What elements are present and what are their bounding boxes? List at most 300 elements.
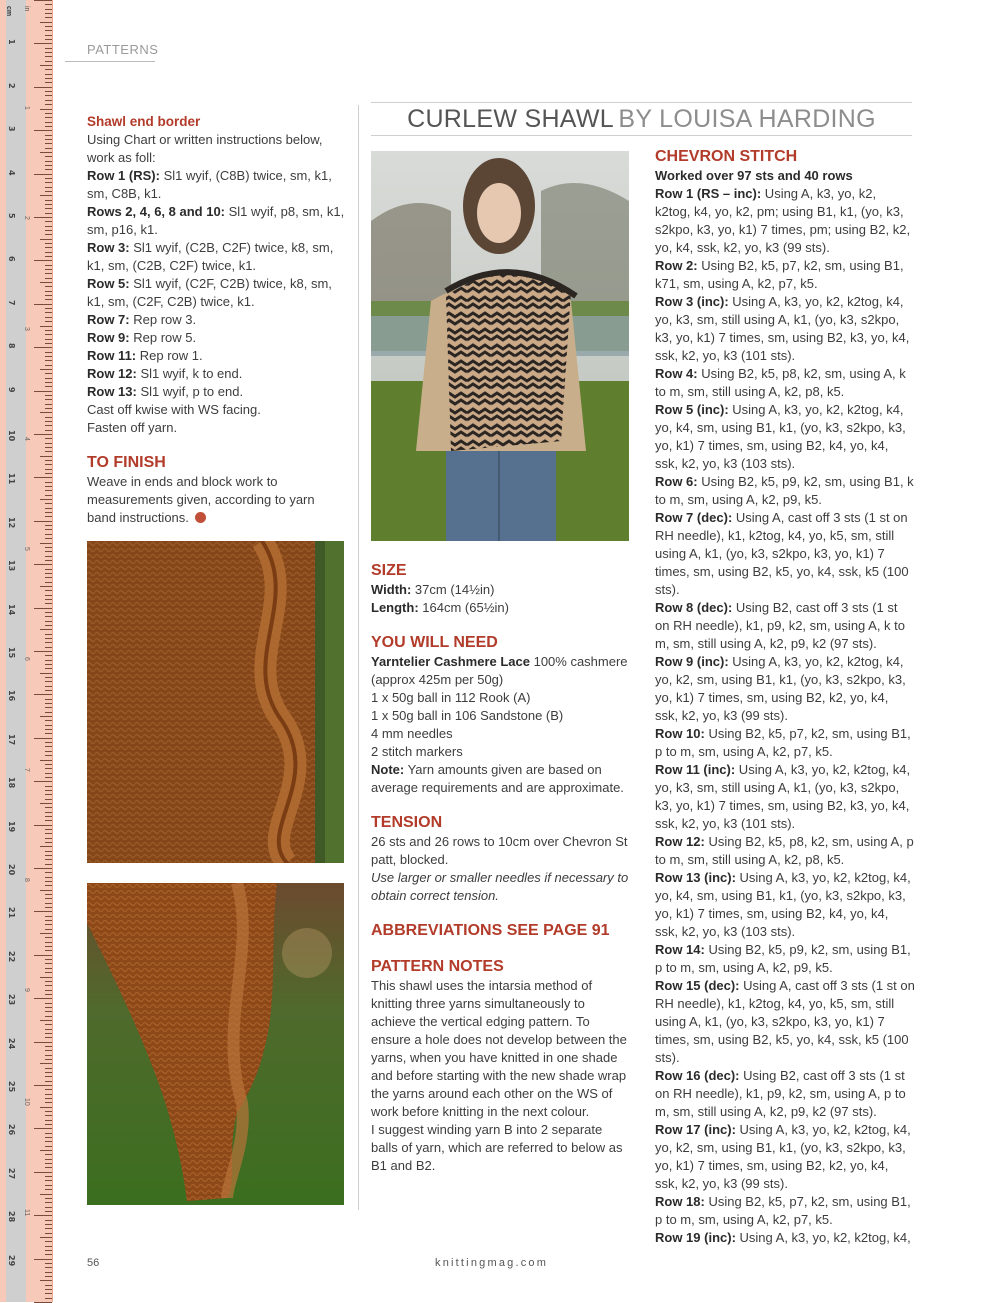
ruler-tick bbox=[45, 1159, 52, 1160]
ruler-tick bbox=[45, 447, 52, 448]
yarn-a: 1 x 50g ball in 112 Rook (A) bbox=[371, 690, 531, 705]
ruler-tick bbox=[45, 551, 52, 552]
ruler-tick bbox=[45, 508, 52, 509]
ruler-cm-label: 23 bbox=[7, 994, 16, 1006]
ruler-tick bbox=[45, 1241, 52, 1242]
shawl-end-image bbox=[87, 883, 344, 1205]
ruler-tick bbox=[45, 599, 52, 600]
chevron-subheading: Worked over 97 sts and 40 rows bbox=[655, 168, 853, 183]
ruler-tick bbox=[45, 425, 52, 426]
ruler-tick bbox=[45, 178, 52, 179]
ruler-tick bbox=[45, 104, 52, 105]
ruler-tick bbox=[45, 165, 52, 166]
ruler-tick bbox=[45, 30, 52, 31]
ruler-tick bbox=[45, 1059, 52, 1060]
ruler-tick bbox=[45, 963, 52, 964]
pattern-title bbox=[371, 102, 912, 136]
ruler-tick bbox=[45, 343, 52, 344]
row-text: Using B2, k5, p8, k2, sm, using A, p to m, sm, still using A, k2, p8, k5. bbox=[655, 834, 914, 867]
border-heading: Shawl end border bbox=[87, 114, 201, 129]
ruler-tick bbox=[45, 799, 52, 800]
instruction-row bbox=[87, 167, 345, 203]
ruler-tick bbox=[45, 703, 52, 704]
ruler-tick bbox=[45, 612, 52, 613]
ruler-tick bbox=[45, 898, 52, 899]
ruler-tick bbox=[45, 378, 52, 379]
ruler-tick bbox=[45, 1233, 52, 1234]
site-url: knittingmag.com bbox=[435, 1257, 549, 1269]
ruler-inch-label: 9 bbox=[23, 988, 30, 993]
ruler-tick bbox=[45, 78, 52, 79]
ruler-tick bbox=[45, 135, 52, 136]
row-text: Using A, k3, yo, k2, k2tog, k4, yo, k3, sm, still using A, k1, (yo, k3, s2kpo, k3, yo, k1) 7 times, sm, using B2, k3, yo, k4, ssk, k2, yo, k3 (101 sts). bbox=[655, 294, 910, 363]
yarn-name: Yarntelier Cashmere Lace bbox=[371, 654, 530, 669]
row-text: Using A, cast off 3 sts (1 st on RH needle), k1, k2tog, k4, yo, k5, sm, still using A, k1, (yo, k3, s2kpo, k3, yo, k1) 7 times, sm, using B2, k5, yo, k4, ssk, k5 (100 sts). bbox=[655, 978, 915, 1065]
width-label: Width: bbox=[371, 582, 412, 597]
ruler-tick bbox=[45, 330, 52, 331]
pattern-notes-heading: PATTERN NOTES bbox=[371, 958, 504, 975]
ruler-tick bbox=[45, 74, 52, 75]
row-label: Row 7: bbox=[87, 312, 130, 327]
length-value: 164cm (65½in) bbox=[418, 600, 509, 615]
chevron-rows bbox=[655, 185, 915, 1247]
ruler-tick bbox=[40, 1194, 52, 1195]
ruler-tick bbox=[45, 1224, 52, 1225]
ruler-tick bbox=[45, 230, 52, 231]
ruler-tick bbox=[45, 247, 52, 248]
ruler-tick bbox=[45, 1189, 52, 1190]
border-rows bbox=[87, 167, 345, 401]
ruler-tick bbox=[45, 794, 52, 795]
row-text: Rep row 3. bbox=[129, 312, 197, 327]
ruler-tick bbox=[45, 490, 52, 491]
instruction-row bbox=[655, 401, 915, 473]
instruction-row bbox=[655, 257, 915, 293]
yarn-ball-icon bbox=[195, 512, 206, 523]
instruction-row bbox=[655, 1229, 915, 1247]
yarn-detail: 100% cashmere (approx 425m per 50g) bbox=[371, 654, 628, 687]
ruler-tick bbox=[45, 907, 52, 908]
ruler-tick bbox=[45, 1154, 52, 1155]
ruler-tick bbox=[45, 681, 52, 682]
row-text: Rep row 5. bbox=[129, 330, 197, 345]
ruler-tick bbox=[45, 486, 52, 487]
ruler-tick bbox=[45, 820, 52, 821]
ruler-tick bbox=[34, 651, 52, 652]
row-label: Row 18: bbox=[655, 1194, 705, 1209]
ruler-tick bbox=[45, 373, 52, 374]
instruction-row bbox=[655, 1067, 915, 1121]
ruler-tick bbox=[40, 239, 52, 240]
ruler-tick bbox=[45, 768, 52, 769]
ruler-tick bbox=[34, 1259, 52, 1260]
ruler-cm-label: 29 bbox=[7, 1254, 16, 1266]
ruler-tick bbox=[45, 1029, 52, 1030]
ruler-cm-label: 11 bbox=[7, 473, 16, 485]
ruler-tick bbox=[34, 477, 52, 478]
ruler-tick bbox=[45, 582, 52, 583]
ruler-tick bbox=[45, 972, 52, 973]
ruler-tick bbox=[45, 1011, 52, 1012]
row-label: Row 11 (inc): bbox=[655, 762, 736, 777]
row-text: Using A, k3, yo, k2, k2tog, k4, yo, k4, sm, using B1, k1, (yo, k3, s2kpo, k3, yo, k1) 7 times, sm, using B2, k4, yo, k4, ssk, k2, yo, k3 (103 sts). bbox=[655, 870, 911, 939]
ruler-tick bbox=[40, 22, 52, 23]
row-label: Row 5 (inc): bbox=[655, 402, 729, 417]
row-label: Row 13: bbox=[87, 384, 137, 399]
row-label: Row 7 (dec): bbox=[655, 510, 733, 525]
ruler-inch-label: 11 bbox=[23, 1208, 30, 1216]
ruler-tick bbox=[45, 877, 52, 878]
ruler-tick bbox=[34, 1042, 52, 1043]
ruler-tick bbox=[34, 43, 52, 44]
ruler-tick bbox=[45, 1254, 52, 1255]
ruler bbox=[0, 0, 53, 1302]
ruler-tick bbox=[45, 577, 52, 578]
instruction-row bbox=[655, 1193, 915, 1229]
ruler-tick bbox=[45, 243, 52, 244]
ruler-tick bbox=[45, 13, 52, 14]
ruler-tick bbox=[45, 9, 52, 10]
tension-italic: Use larger or smaller needles if necessary to obtain correct tension. bbox=[371, 870, 629, 903]
ruler-tick bbox=[45, 699, 52, 700]
instruction-row bbox=[655, 599, 915, 653]
row-label: Rows 2, 4, 6, 8 and 10: bbox=[87, 204, 225, 219]
instruction-row bbox=[655, 365, 915, 401]
ruler-tick bbox=[45, 755, 52, 756]
ruler-tick bbox=[45, 946, 52, 947]
ruler-tick bbox=[40, 109, 52, 110]
ruler-cm-unit: cm bbox=[5, 6, 12, 17]
instruction-row bbox=[87, 203, 345, 239]
ruler-tick bbox=[45, 733, 52, 734]
ruler-tick bbox=[45, 729, 52, 730]
ruler-tick bbox=[45, 668, 52, 669]
ruler-tick bbox=[45, 482, 52, 483]
ruler-cm-label: 2 bbox=[7, 82, 16, 89]
row-label: Row 1 (RS – inc): bbox=[655, 186, 762, 201]
row-label: Row 15 (dec): bbox=[655, 978, 740, 993]
ruler-tick bbox=[34, 1172, 52, 1173]
ruler-tick bbox=[45, 95, 52, 96]
ruler-tick bbox=[45, 1111, 52, 1112]
ruler-tick bbox=[45, 234, 52, 235]
finish-text bbox=[87, 473, 345, 527]
width-line bbox=[371, 581, 629, 599]
ruler-tick bbox=[45, 573, 52, 574]
ruler-tick bbox=[45, 838, 52, 839]
ruler-tick bbox=[40, 152, 52, 153]
ruler-tick bbox=[45, 985, 52, 986]
ruler-cm-label: 4 bbox=[7, 169, 16, 176]
ruler-tick bbox=[45, 937, 52, 938]
ruler-tick bbox=[45, 252, 52, 253]
ruler-tick bbox=[45, 968, 52, 969]
ruler-tick bbox=[34, 1128, 52, 1129]
ruler-tick bbox=[45, 634, 52, 635]
ruler-tick bbox=[45, 916, 52, 917]
row-text: Using A, cast off 3 sts (1 st on RH needle), k1, k2tog, k4, yo, k5, sm, still using A, k1, (yo, k3, s2kpo, k3, yo, k1) 7 times, sm, using B2, k5, yo, k4, ssk, k5 (100 sts). bbox=[655, 510, 909, 597]
row-text: Using A, k3, yo, k2, k2tog, k4, yo, k4, sm, using B1, k1, (yo, k3, s2kpo, k3, yo, k1) 7 times, sm, using B2, k4, yo, k4, ssk, k2, yo, k3 (103 sts). bbox=[655, 402, 906, 471]
row-text: Using B2, k5, p9, k2, sm, using B1, p to m, sm, using A, k2, p9, k5. bbox=[655, 942, 911, 975]
ruler-tick bbox=[45, 529, 52, 530]
ruler-tick bbox=[45, 334, 52, 335]
ruler-tick bbox=[40, 282, 52, 283]
ruler-tick bbox=[34, 911, 52, 912]
ruler-tick bbox=[40, 412, 52, 413]
ruler-tick bbox=[45, 1272, 52, 1273]
needles: 4 mm needles bbox=[371, 726, 453, 741]
row-label: Row 16 (dec): bbox=[655, 1068, 740, 1083]
ruler-inch-label: 7 bbox=[23, 767, 30, 772]
ruler-tick bbox=[40, 890, 52, 891]
row-text: Sl1 wyif, (C8B) twice, sm, k1, sm, C8B, k1. bbox=[87, 168, 332, 201]
ruler-tick bbox=[45, 1098, 52, 1099]
ruler-tick bbox=[45, 742, 52, 743]
border-intro: Using Chart or written instructions below, work as foll: bbox=[87, 132, 323, 165]
ruler-tick bbox=[45, 829, 52, 830]
ruler-tick bbox=[45, 61, 52, 62]
ruler-tick bbox=[40, 369, 52, 370]
ruler-tick bbox=[34, 347, 52, 348]
ruler-tick bbox=[45, 686, 52, 687]
row-label: Row 13 (inc): bbox=[655, 870, 736, 885]
ruler-tick bbox=[45, 200, 52, 201]
ruler-tick bbox=[45, 421, 52, 422]
ruler-tick bbox=[45, 712, 52, 713]
ruler-tick bbox=[45, 1198, 52, 1199]
ruler-tick bbox=[45, 408, 52, 409]
ruler-tick bbox=[45, 221, 52, 222]
instruction-row bbox=[655, 833, 915, 869]
ruler-tick bbox=[45, 308, 52, 309]
ruler-tick bbox=[45, 339, 52, 340]
ruler-tick bbox=[45, 920, 52, 921]
length-label: Length: bbox=[371, 600, 419, 615]
ruler-tick bbox=[40, 716, 52, 717]
ruler-tick bbox=[45, 1141, 52, 1142]
ruler-tick bbox=[40, 1150, 52, 1151]
ruler-tick bbox=[45, 764, 52, 765]
ruler-tick bbox=[34, 781, 52, 782]
ruler-tick bbox=[45, 1037, 52, 1038]
ruler-tick bbox=[45, 352, 52, 353]
ruler-tick bbox=[45, 295, 52, 296]
ruler-tick bbox=[45, 616, 52, 617]
tension-text: 26 sts and 26 rows to 10cm over Chevron St patt, blocked. bbox=[371, 834, 628, 867]
ruler-tick bbox=[45, 1076, 52, 1077]
ruler-tick bbox=[45, 312, 52, 313]
ruler-tick bbox=[45, 278, 52, 279]
ruler-tick bbox=[40, 846, 52, 847]
ruler-tick bbox=[45, 360, 52, 361]
ruler-tick bbox=[45, 269, 52, 270]
ruler-tick bbox=[45, 590, 52, 591]
ruler-inch-label: 10 bbox=[23, 1098, 30, 1107]
cable-detail-image bbox=[87, 541, 344, 863]
ruler-tick bbox=[45, 1298, 52, 1299]
row-text: Sl1 wyif, p to end. bbox=[136, 384, 244, 399]
ruler-tick bbox=[45, 1228, 52, 1229]
instruction-row bbox=[655, 761, 915, 833]
ruler-tick bbox=[45, 924, 52, 925]
ruler-tick bbox=[45, 773, 52, 774]
middle-column bbox=[371, 561, 629, 1175]
ruler-tick bbox=[45, 851, 52, 852]
row-text: Using A, k3, yo, k2, k2tog, k4, yo, k3, sm, still using A, k1, (yo, k3, s2kpo, k3, yo, k1) 7 times, sm, using B2, k3, yo, k4, ssk, k2, yo, k3 (101 sts). bbox=[655, 762, 911, 831]
chevron-heading: CHEVRON STITCH bbox=[655, 148, 798, 165]
yarn-line bbox=[371, 653, 629, 689]
ruler-tick bbox=[45, 864, 52, 865]
pattern-notes-p2: I suggest winding yarn B into 2 separate balls of yarn, which are referred to below as B1 and B2. bbox=[371, 1122, 623, 1173]
ruler-tick bbox=[45, 395, 52, 396]
right-column bbox=[655, 147, 915, 1247]
ruler-cm-label: 13 bbox=[7, 560, 16, 572]
ruler-tick bbox=[45, 1007, 52, 1008]
markers: 2 stitch markers bbox=[371, 744, 463, 759]
ruler-cm-label: 5 bbox=[7, 213, 16, 219]
instruction-row bbox=[87, 239, 345, 275]
ruler-tick bbox=[45, 842, 52, 843]
ruler-tick bbox=[45, 39, 52, 40]
ruler-tick bbox=[40, 543, 52, 544]
ruler-tick bbox=[45, 100, 52, 101]
row-label: Row 17 (inc): bbox=[655, 1122, 736, 1137]
instruction-row bbox=[87, 311, 345, 329]
ruler-tick bbox=[40, 760, 52, 761]
instruction-row bbox=[87, 365, 345, 383]
ruler-tick bbox=[45, 1055, 52, 1056]
ruler-tick bbox=[45, 1250, 52, 1251]
ruler-tick bbox=[40, 1063, 52, 1064]
title-name: CURLEW SHAWL bbox=[407, 105, 614, 133]
ruler-tick bbox=[45, 525, 52, 526]
ruler-tick bbox=[45, 35, 52, 36]
ruler-cm-label: 6 bbox=[7, 256, 16, 262]
ruler-tick bbox=[45, 26, 52, 27]
instruction-row bbox=[655, 509, 915, 599]
shawl-end-photo bbox=[87, 883, 344, 1205]
ruler-tick bbox=[45, 1185, 52, 1186]
page-number: 56 bbox=[87, 1257, 100, 1269]
ruler-tick bbox=[45, 208, 52, 209]
instruction-row bbox=[655, 185, 915, 257]
ruler-tick bbox=[45, 690, 52, 691]
row-text: Sl1 wyif, (C2F, C2B) twice, k8, sm, k1, sm, (C2F, C2B) twice, k1. bbox=[87, 276, 332, 309]
width-value: 37cm (14½in) bbox=[411, 582, 495, 597]
ruler-tick bbox=[45, 556, 52, 557]
ruler-tick bbox=[45, 139, 52, 140]
row-text: Rep row 1. bbox=[136, 348, 203, 363]
row-text: Using B2, k5, p7, k2, sm, using B1, p to m, sm, using A, k2, p7, k5. bbox=[655, 726, 911, 759]
instruction-row bbox=[87, 329, 345, 347]
ruler-tick bbox=[45, 664, 52, 665]
ruler-cm-label: 14 bbox=[7, 603, 16, 615]
ruler-tick bbox=[45, 404, 52, 405]
ruler-inch-label: 2 bbox=[23, 216, 30, 221]
pattern-notes-p1: This shawl uses the intarsia method of knitting three yarns simultaneously to achieve the vertical edging pattern. To ensure a hole does not develop between the yarns, when you have knitted in one shade and before starting with the new shade wrap the yarns around each other on the WS of work before knitting in the next colour. bbox=[371, 978, 627, 1119]
title-byline: BY LOUISA HARDING bbox=[618, 105, 876, 133]
instruction-row bbox=[87, 383, 345, 401]
ruler-tick bbox=[45, 156, 52, 157]
note-label: Note: bbox=[371, 762, 405, 777]
ruler-tick bbox=[45, 1081, 52, 1082]
ruler-tick bbox=[45, 534, 52, 535]
ruler-tick bbox=[45, 265, 52, 266]
ruler-tick bbox=[45, 1176, 52, 1177]
ruler-tick bbox=[45, 1289, 52, 1290]
fasten-text: Fasten off yarn. bbox=[87, 420, 178, 435]
row-label: Row 2: bbox=[655, 258, 698, 273]
ruler-tick bbox=[34, 1215, 52, 1216]
ruler-tick bbox=[45, 1220, 52, 1221]
row-text: Using B2, cast off 3 sts (1 st on RH needle), k1, p9, k2, sm, using A, k to m, sm, still using A, k2, p9, k2 (97 sts). bbox=[655, 600, 906, 651]
ruler-tick bbox=[45, 82, 52, 83]
row-label: Row 10: bbox=[655, 726, 705, 741]
ruler-tick bbox=[45, 169, 52, 170]
ruler-tick bbox=[45, 299, 52, 300]
ruler-tick bbox=[45, 647, 52, 648]
ruler-tick bbox=[45, 1094, 52, 1095]
ruler-tick bbox=[45, 538, 52, 539]
ruler-tick bbox=[45, 48, 52, 49]
row-label: Row 14: bbox=[655, 942, 705, 957]
ruler-tick bbox=[45, 464, 52, 465]
size-heading: SIZE bbox=[371, 562, 407, 579]
finish-heading: TO FINISH bbox=[87, 454, 166, 471]
length-line bbox=[371, 599, 629, 617]
ruler-tick bbox=[45, 1207, 52, 1208]
ruler-cm-label: 19 bbox=[7, 820, 16, 832]
ruler-cm-label: 20 bbox=[7, 864, 16, 876]
ruler-tick bbox=[34, 304, 52, 305]
ruler-cm-label: 8 bbox=[7, 343, 16, 349]
ruler-cm-label: 10 bbox=[7, 430, 16, 442]
ruler-cm-label: 24 bbox=[7, 1037, 16, 1049]
ruler-tick bbox=[34, 130, 52, 131]
ruler-tick bbox=[40, 1020, 52, 1021]
ruler-cm-label: 25 bbox=[7, 1081, 16, 1093]
cable-detail-photo bbox=[87, 541, 344, 863]
ruler-tick bbox=[45, 833, 52, 834]
ruler-tick bbox=[45, 17, 52, 18]
ruler-tick bbox=[45, 122, 52, 123]
ruler-cm-label: 12 bbox=[7, 516, 16, 528]
ruler-cm-label: 27 bbox=[7, 1167, 16, 1179]
ruler-cm-label: 16 bbox=[7, 690, 16, 702]
ruler-tick bbox=[34, 738, 52, 739]
finish-body: Weave in ends and block work to measurements given, according to yarn band instructions. bbox=[87, 474, 315, 525]
ruler-tick bbox=[45, 473, 52, 474]
row-text: Using A, k3, yo, k2, k2tog, k4, bbox=[735, 1230, 911, 1245]
row-label: Row 6: bbox=[655, 474, 698, 489]
ruler-tick bbox=[45, 1285, 52, 1286]
ruler-tick bbox=[45, 642, 52, 643]
ruler-tick bbox=[34, 694, 52, 695]
row-label: Row 11: bbox=[87, 348, 137, 363]
yarn-b: 1 x 50g ball in 106 Sandstone (B) bbox=[371, 708, 564, 723]
ruler-tick bbox=[45, 569, 52, 570]
instruction-row bbox=[655, 293, 915, 365]
row-text: Using A, k3, yo, k2, k2tog, k4, yo, k2, sm, using B1, k1, (yo, k3, s2kpo, k3, yo, k1) 7 times, sm, using B2, k2, yo, k4, ssk, k2, yo, k3 (99 sts). bbox=[655, 654, 906, 723]
ruler-tick bbox=[40, 977, 52, 978]
row-label: Row 1 (RS): bbox=[87, 168, 160, 183]
ruler-tick bbox=[45, 417, 52, 418]
ruler-tick bbox=[40, 673, 52, 674]
row-text: Sl1 wyif, p8, sm, k1, sm, p16, k1. bbox=[87, 204, 345, 237]
ruler-tick bbox=[45, 786, 52, 787]
ruler-cm-label: 17 bbox=[7, 733, 16, 745]
ruler-tick bbox=[45, 807, 52, 808]
